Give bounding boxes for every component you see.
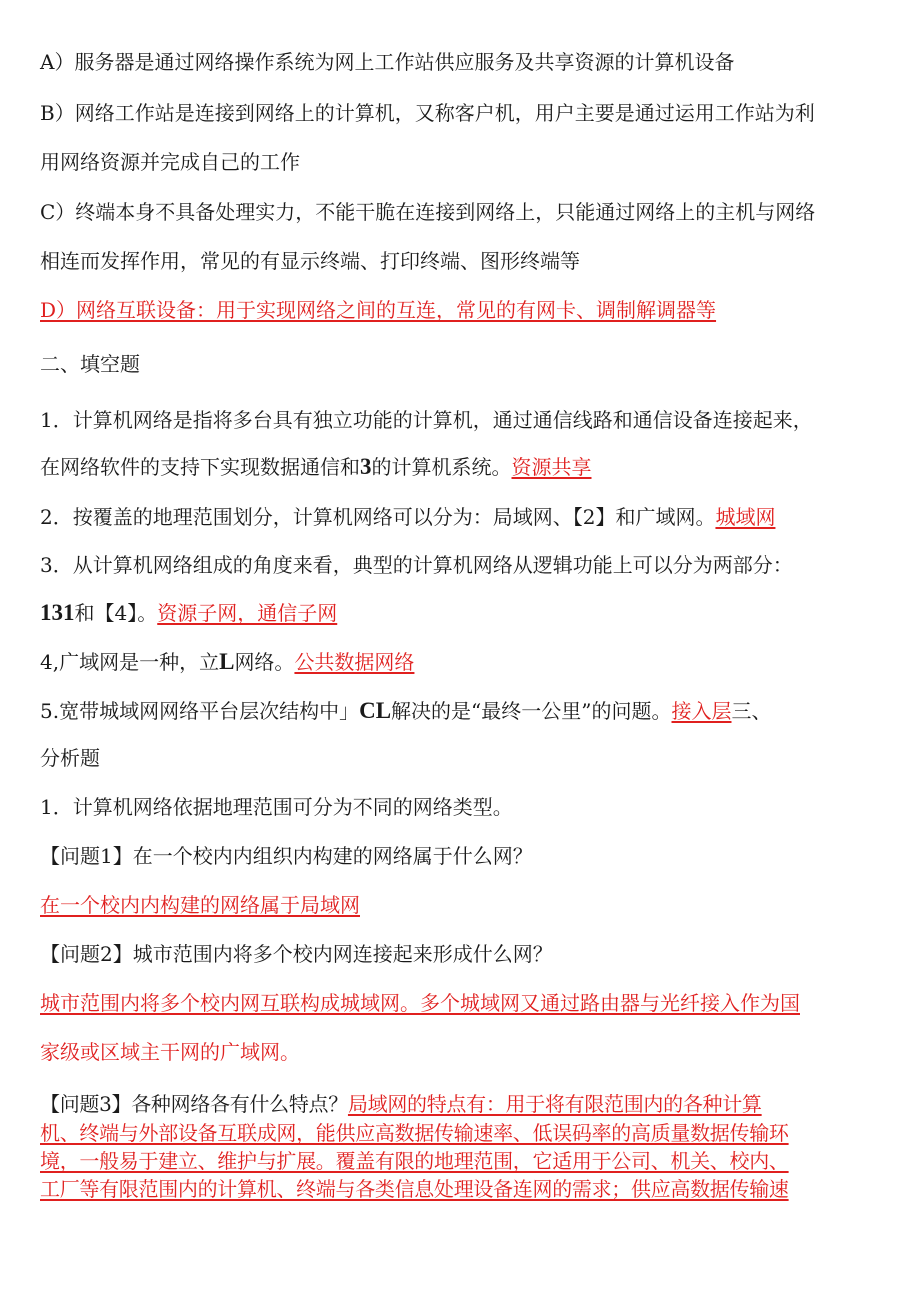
- fill-q2-text: 2．按覆盖的地理范围划分，计算机网络可以分为：局域网、【2】和广域网。: [40, 505, 716, 529]
- fill-q5-answer: 接入层: [671, 699, 732, 723]
- fill-q3-line2: [40, 599, 337, 627]
- analysis-heading-end: 分析题: [40, 746, 100, 770]
- option-b-line1: B）网络工作站是连接到网络上的计算机，又称客户机，用户主要是通过运用工作站为利: [40, 101, 815, 125]
- fill-q4: [40, 648, 414, 676]
- analysis-question-3: [40, 1090, 762, 1118]
- analysis-intro: 1．计算机网络依据地理范围可分为不同的网络类型。: [40, 795, 513, 819]
- analysis-answer-2-line1: 城市范围内将多个校内网互联构成城域网。多个城域网又通过路由器与光纤接入作为国: [40, 991, 800, 1015]
- analysis-question-1: 【问题1】在一个校内内组织内构建的网络属于什么网？: [40, 844, 533, 868]
- fill-q3-answer: 资源子网，通信子网: [157, 601, 338, 625]
- analysis-answer-3-line4: 工厂等有限范围内的计算机、终端与各类信息处理设备连网的需求；供应高数据传输速: [40, 1177, 789, 1201]
- option-c-line2: 相连而发挥作用，常见的有显示终端、打印终端、图形终端等: [40, 249, 580, 273]
- option-c-line1: C）终端本身不具备处理实力，不能干脆在连接到网络上，只能通过网络上的主机与网络: [40, 200, 816, 224]
- analysis-answer-2-line2: 家级或区域主干网的广域网。: [40, 1040, 300, 1064]
- analysis-question-3-text: 【问题3】各种网络各有什么特点？: [40, 1092, 348, 1116]
- analysis-heading-start: 三、: [731, 699, 772, 723]
- fill-q1-blank: 3: [360, 454, 372, 479]
- fill-q3-blank: 131: [40, 600, 75, 625]
- fill-q1-answer: 资源共享: [511, 455, 592, 479]
- fill-q1-line2: [40, 453, 592, 481]
- fill-q5-post: 解决的是“最终一公里”的问题。: [391, 699, 672, 723]
- fill-q4-blank: L: [219, 649, 235, 674]
- fill-q1-text: 在网络软件的支持下实现数据通信和: [40, 455, 360, 479]
- analysis-answer-1: 在一个校内内构建的网络属于局域网: [40, 893, 360, 917]
- fill-blank-heading: 二、填空题: [40, 352, 140, 376]
- analysis-answer-3-line3: 境，一般易于建立、维护与扩展。覆盖有限的地理范围，它适用于公司、机关、校内、: [40, 1149, 789, 1173]
- fill-q5-blank: CL: [359, 698, 392, 723]
- fill-q4-pre: 4,广域网是一种，立: [40, 650, 220, 674]
- analysis-answer-3-line2: 机、终端与外部设备互联成网，能供应高数据传输速率、低误码率的高质量数据传输环: [40, 1121, 789, 1145]
- fill-q1-end: 的计算机系统。: [371, 455, 512, 479]
- fill-q4-answer: 公共数据网络: [294, 650, 415, 674]
- option-b-line2: 用网络资源并完成自己的工作: [40, 150, 300, 174]
- fill-q3-text: 和【4】。: [74, 601, 158, 625]
- option-a: A）服务器是通过网络操作系统为网上工作站供应服务及共享资源的计算机设备: [40, 50, 735, 74]
- analysis-question-2: 【问题2】城市范围内将多个校内网连接起来形成什么网？: [40, 942, 553, 966]
- fill-q3-line1: 3．从计算机网络组成的角度来看，典型的计算机网络从逻辑功能上可以分为两部分：: [40, 553, 793, 577]
- fill-q2-answer: 城域网: [715, 505, 776, 529]
- fill-q2: [40, 503, 775, 531]
- fill-q1-line1: 1．计算机网络是指将多台具有独立功能的计算机，通过通信线路和通信设备连接起来，: [40, 408, 813, 432]
- fill-q5-pre: 5.宽带城域网网络平台层次结构中」: [40, 699, 360, 723]
- analysis-answer-3-line1: 局域网的特点有：用于将有限范围内的各种计算: [347, 1092, 762, 1116]
- fill-q4-post: 网络。: [234, 650, 295, 674]
- option-d-answer: D）网络互联设备：用于实现网络之间的互连，常见的有网卡、调制解调器等: [40, 298, 717, 322]
- fill-q5-line1: [40, 697, 772, 725]
